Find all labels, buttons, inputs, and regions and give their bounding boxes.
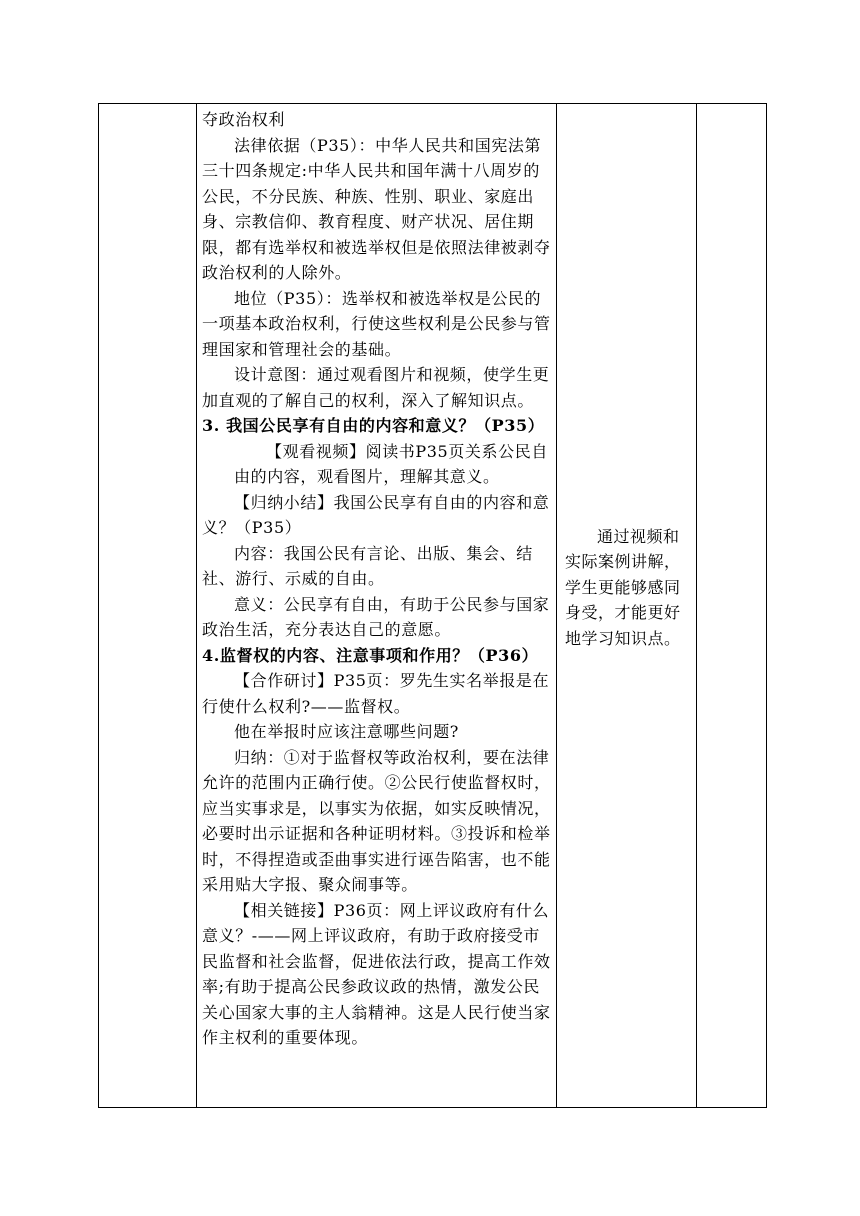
section-heading: 4.监督权的内容、注意事项和作用？（P36） bbox=[202, 645, 539, 665]
content-paragraph: 意义：公民享有自由，有助于公民参与国家政治生活，充分表达自己的意愿。 bbox=[202, 594, 550, 639]
lesson-plan-table bbox=[98, 103, 767, 1108]
teaching-content bbox=[197, 104, 556, 1051]
content-paragraph: 设计意图：通过观看图片和视频，使学生更加直观的了解自己的权利，深入了解知识点。 bbox=[202, 365, 550, 410]
teaching-content-cell bbox=[197, 104, 557, 1108]
content-paragraph: 归纳：①对于监督权等政治权利，要在法律允许的范围内正确行使。②公民行使监督权时，应当实事求是，以事实为依据，如实反映情况，必要时出示证据和各种证明材料。③投诉和检举时，不得捏造或歪曲事实进行诬告陷害，也不能采用贴大字报、聚众闹事等。 bbox=[202, 747, 551, 894]
content-paragraph: 【观看视频】阅读书P35页关系公民自由的内容，观看图片，理解其意义。 bbox=[234, 441, 548, 486]
content-paragraph: 【合作研讨】P35页：罗先生实名举报是在行使什么权利?——监督权。 bbox=[202, 671, 550, 716]
design-intent-cell bbox=[557, 104, 697, 1108]
content-paragraph: 内容：我国公民有言论、出版、集会、结社、游行、示威的自由。 bbox=[202, 543, 533, 588]
section-heading: 3. 我国公民享有自由的内容和意义？（P35） bbox=[202, 416, 545, 435]
design-intent-text: 通过视频和实际案例讲解，学生更能够感同身受，才能更好地学习知识点。 bbox=[565, 526, 681, 648]
blank-notes-cell bbox=[697, 104, 767, 1108]
content-paragraph: 地位（P35）：选举权和被选举权是公民的一项基本政治权利，行使这些权利是公民参与管理国家和管理社会的基础。 bbox=[202, 288, 551, 359]
content-paragraph: 【归纳小结】我国公民享有自由的内容和意义？（P35） bbox=[202, 492, 550, 537]
design-intent-note bbox=[557, 524, 696, 652]
content-paragraph: 【相关链接】P36页：网上评议政府有什么意义？-——网上评议政府，有助于政府接受市民监督和社会监督，促进依法行政，提高工作效率;有助于提高公民参政议政的热情，激发公民关心国家大事的主人翁精神。这是人民行使当家作主权利的重要体现。 bbox=[202, 900, 551, 1047]
content-paragraph: 夺政治权利 bbox=[202, 110, 286, 129]
content-paragraph: 他在举报时应该注意哪些问题? bbox=[234, 722, 459, 741]
content-paragraph: 法律依据（P35）：中华人民共和国宪法第三十四条规定:中华人民共和国年满十八周岁的公民，不分民族、种族、性别、职业、家庭出身、宗教信仰、教育程度、财产状况、居住期限，都有选举权和被选举权但是依照法律被剥夺政治权利的人除外。 bbox=[202, 135, 551, 282]
blank-column-cell bbox=[99, 104, 197, 1108]
table-row bbox=[99, 104, 767, 1108]
